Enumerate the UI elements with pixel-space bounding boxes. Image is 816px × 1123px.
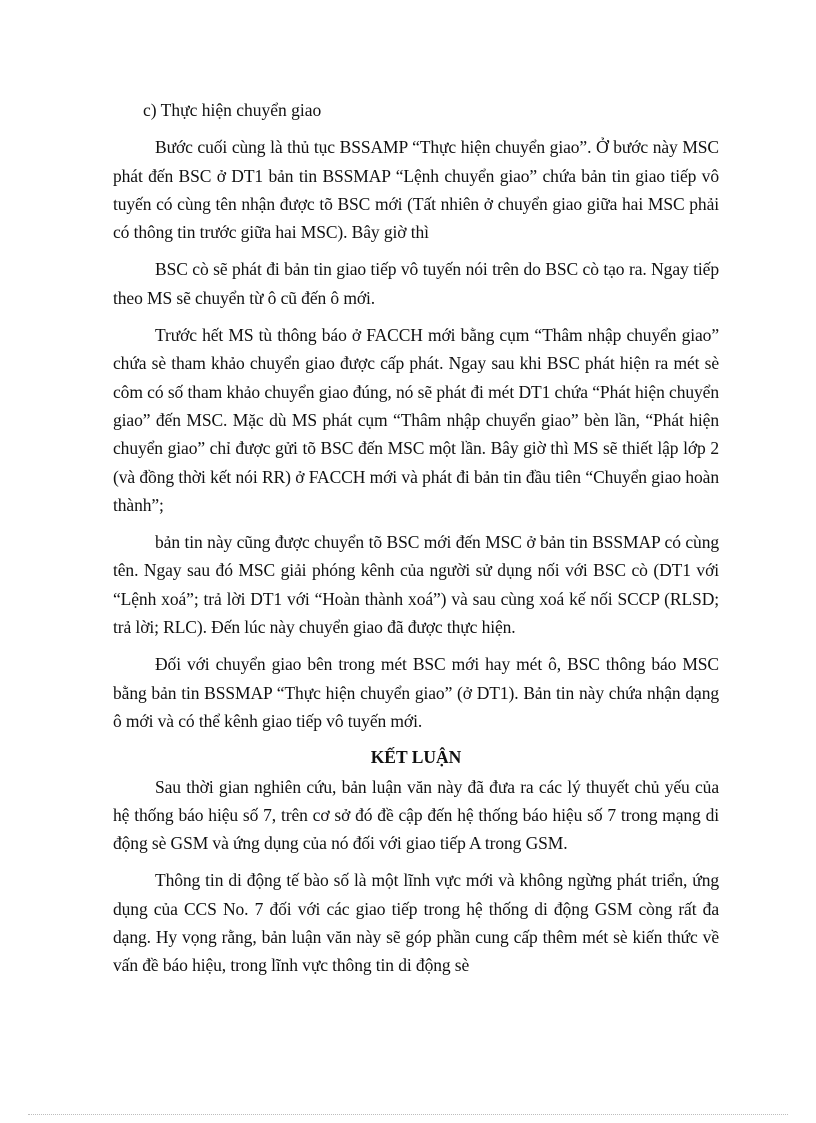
paragraph: Thông tin di động tế bào số là một lĩnh vực mới và không ngừng phát triển, ứng dụng của CCS No. 7 đối với các giao tiếp trong hệ thống di động GSM còng rất đa dạng. Hy vọng rằng, bản luận văn này sẽ góp phần cung cấp thêm mét sè kiến thức về vấn đề báo hiệu, trong lĩnh vực thông tin di động sè — [113, 870, 719, 976]
paragraph: Đối với chuyển giao bên trong mét BSC mới hay mét ô, BSC thông báo MSC bằng bản tin BSSMAP “Thực hiện chuyển giao” (ở DT1). Bản tin này chứa nhận dạng ô mới và có thể kênh giao tiếp vô tuyến mới. — [113, 654, 719, 731]
paragraph: BSC cò sẽ phát đi bản tin giao tiếp vô tuyến nói trên do BSC cò tạo ra. Ngay tiếp theo MS sẽ chuyển từ ô cũ đến ô mới. — [113, 259, 719, 308]
body-text — [113, 96, 719, 980]
paragraph: Bước cuối cùng là thủ tục BSSAMP “Thực hiện chuyển giao”. Ở bước này MSC phát đến BSC ở DT1 bản tin BSSMAP “Lệnh chuyển giao” chứa bản tin giao tiếp vô tuyến có cùng tên nhận được tõ BSC mới (Tất nhiên ở chuyển giao giữa hai MSC phải có thông tin trước giữa hai MSC). Bây giờ thì — [113, 137, 719, 243]
subsection-heading: c) Thực hiện chuyển giao — [143, 100, 322, 120]
paragraph: Trước hết MS tù thông báo ở FACCH mới bằng cụm “Thâm nhập chuyển giao” chứa sè tham khảo chuyển giao được cấp phát. Ngay sau khi BSC phát hiện ra mét sè côm có số tham khảo chuyển giao đúng, nó sẽ phát đi mét DT1 chứa “Phát hiện chuyển giao” đến MSC. Mặc dù MS phát cụm “Thâm nhập chuyển giao” bèn lần, “Phát hiện chuyển giao” chỉ được gửi tõ BSC đến MSC một lần. Bây giờ thì MS sẽ thiết lập lớp 2 (và đồng thời kết nói RR) ở FACCH mới và phát đi bản tin đầu tiên “Chuyển giao hoàn thành”; — [113, 325, 719, 515]
footer-divider — [28, 1114, 788, 1115]
section-title: KẾT LUẬN — [370, 747, 462, 768]
paragraph: bản tin này cũng được chuyển tõ BSC mới đến MSC ở bản tin BSSMAP có cùng tên. Ngay sau đó MSC giải phóng kênh của người sử dụng nối với BSC cò (DT1 với “Lệnh xoá”; trả lời DT1 với “Hoàn thành xoá”) và sau cùng xoá kế nối SCCP (RLSD; trả lời; RLC). Đến lúc này chuyển giao đã được thực hiện. — [113, 532, 719, 638]
paragraph: Sau thời gian nghiên cứu, bản luận văn này đã đưa ra các lý thuyết chủ yếu của hệ thống báo hiệu số 7, trên cơ sở đó đề cập đến hệ thống báo hiệu số 7 trong mạng di động sè GSM và ứng dụng của nó đối với giao tiếp A trong GSM. — [113, 776, 719, 854]
